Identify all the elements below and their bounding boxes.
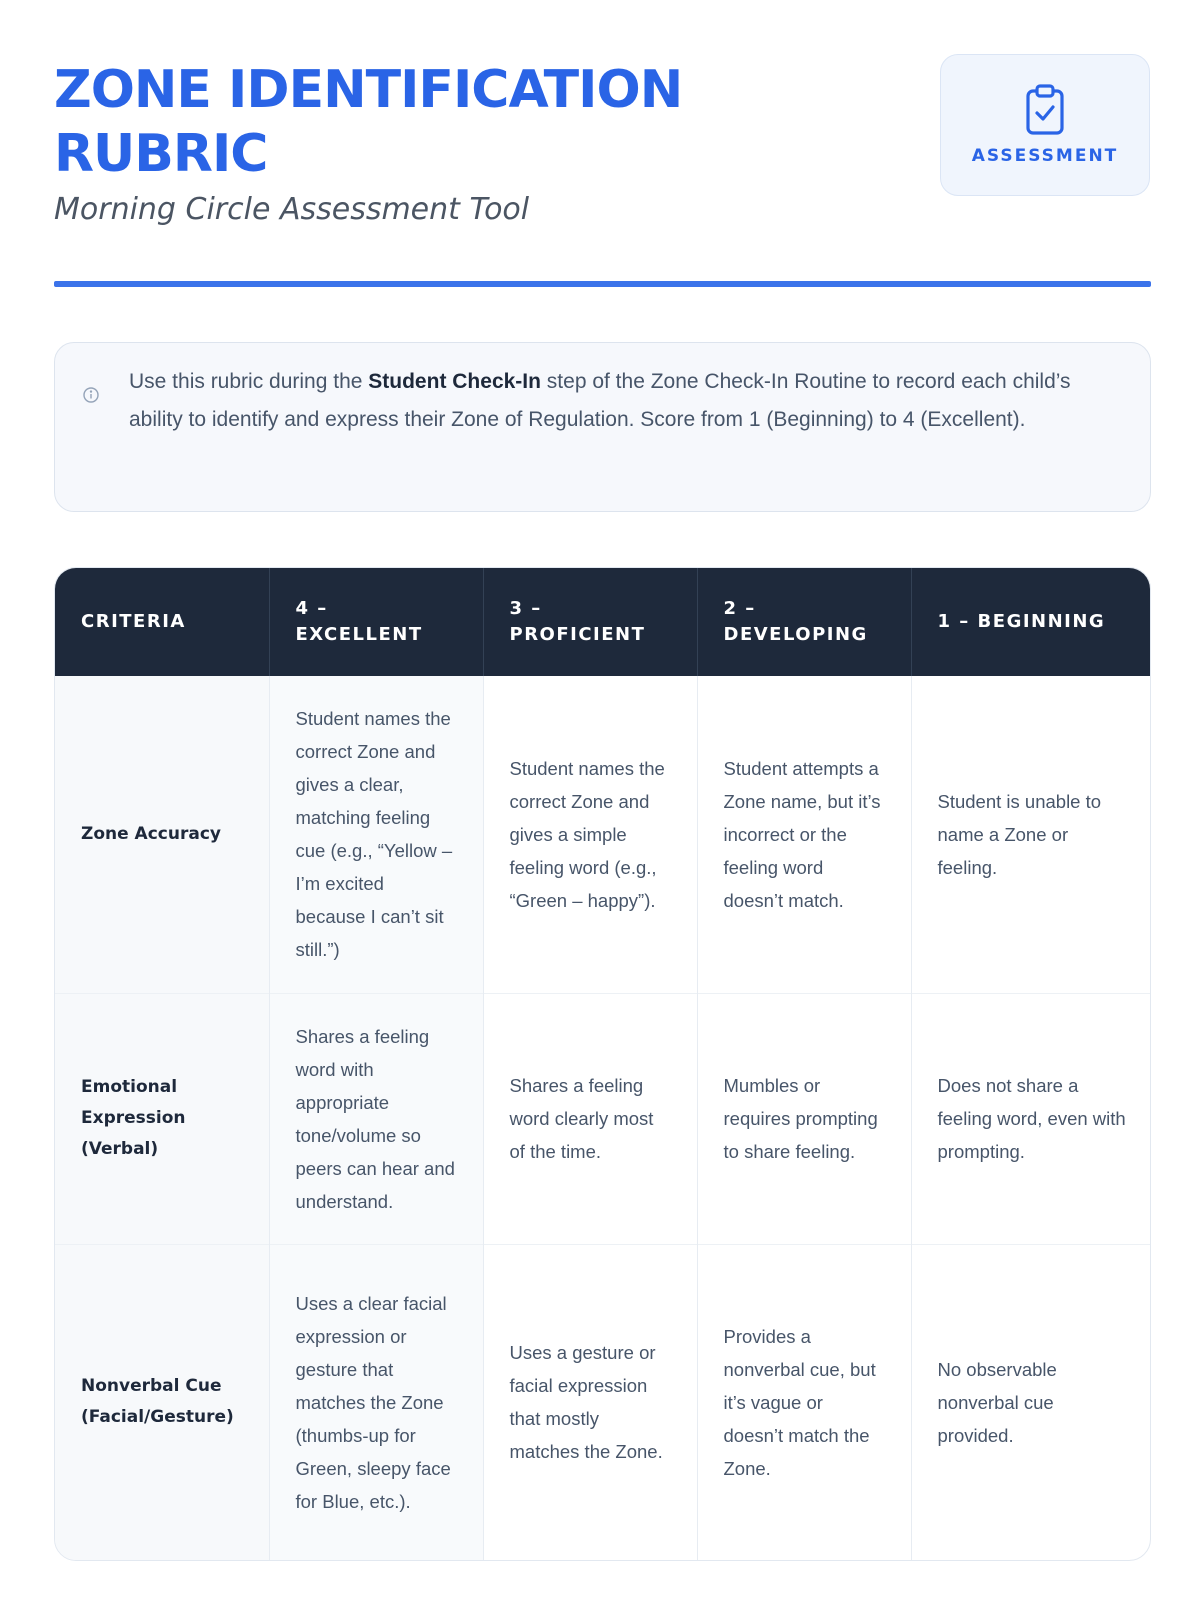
clipboard-check-icon xyxy=(1025,84,1065,136)
column-header-criteria: CRITERIA xyxy=(55,568,269,676)
developing-cell: Mumbles or requires prompting to share feeling. xyxy=(697,993,911,1244)
column-header-developing: 2 – DEVELOPING xyxy=(697,568,911,676)
criteria-cell: Emotional Expression (Verbal) xyxy=(55,993,269,1244)
developing-cell: Provides a nonverbal cue, but it’s vague or doesn’t match the Zone. xyxy=(697,1244,911,1560)
criteria-cell: Nonverbal Cue (Facial/Gesture) xyxy=(55,1244,269,1560)
badge-label: ASSESSMENT xyxy=(971,146,1119,166)
excellent-cell: Uses a clear facial expression or gesture that matches the Zone (thumbs-up for Green, sleepy face for Blue, etc.). xyxy=(269,1244,483,1560)
beginning-cell: Student is unable to name a Zone or feeling. xyxy=(937,790,1102,878)
page-title: ZONE IDENTIFICATION RUBRIC xyxy=(54,60,683,184)
info-icon xyxy=(83,387,99,403)
beginning-cell: Does not share a feeling word, even with prompting. xyxy=(911,993,1151,1244)
info-text: Use this rubric during the Student Check-In step of the Zone Check-In Routine to record each child’s ability to identify and express their Zone of Regulation. Score from 1 (Beginning) to 4 (Excellent). xyxy=(129,370,1071,431)
developing-cell: Student attempts a Zone name, but it’s incorrect or the feeling word doesn’t match. xyxy=(697,676,911,993)
assessment-badge xyxy=(940,54,1150,196)
page-header xyxy=(54,58,1150,288)
table-header-row xyxy=(55,568,1151,676)
beginning-cell: No observable nonverbal cue provided. xyxy=(911,1244,1151,1560)
proficient-cell: Student names the correct Zone and gives a simple feeling word (e.g., “Green – happy”). xyxy=(483,676,697,993)
header-divider xyxy=(54,281,1151,287)
rubric-table xyxy=(54,567,1151,1561)
info-text-bold: Student Check-In xyxy=(368,370,541,393)
criteria-cell: Zone Accuracy xyxy=(55,676,269,993)
proficient-cell: Uses a gesture or facial expression that mostly matches the Zone. xyxy=(483,1244,697,1560)
proficient-cell: Shares a feeling word clearly most of the time. xyxy=(483,993,697,1244)
info-box xyxy=(54,342,1151,512)
excellent-cell: Shares a feeling word with appropriate tone/volume so peers can hear and understand. xyxy=(269,993,483,1244)
table-row xyxy=(55,676,1151,993)
excellent-cell: Student names the correct Zone and gives a clear, matching feeling cue (e.g., “Yellow – I’m excited because I can’t sit still.”) xyxy=(269,676,483,993)
page-subtitle: Morning Circle Assessment Tool xyxy=(54,192,530,227)
column-header-proficient: 3 – PROFICIENT xyxy=(483,568,697,676)
table-row xyxy=(55,1244,1151,1560)
column-header-beginning: 1 – BEGINNING xyxy=(911,568,1151,676)
column-header-excellent: 4 – EXCELLENT xyxy=(269,568,483,676)
table-row xyxy=(55,993,1151,1244)
